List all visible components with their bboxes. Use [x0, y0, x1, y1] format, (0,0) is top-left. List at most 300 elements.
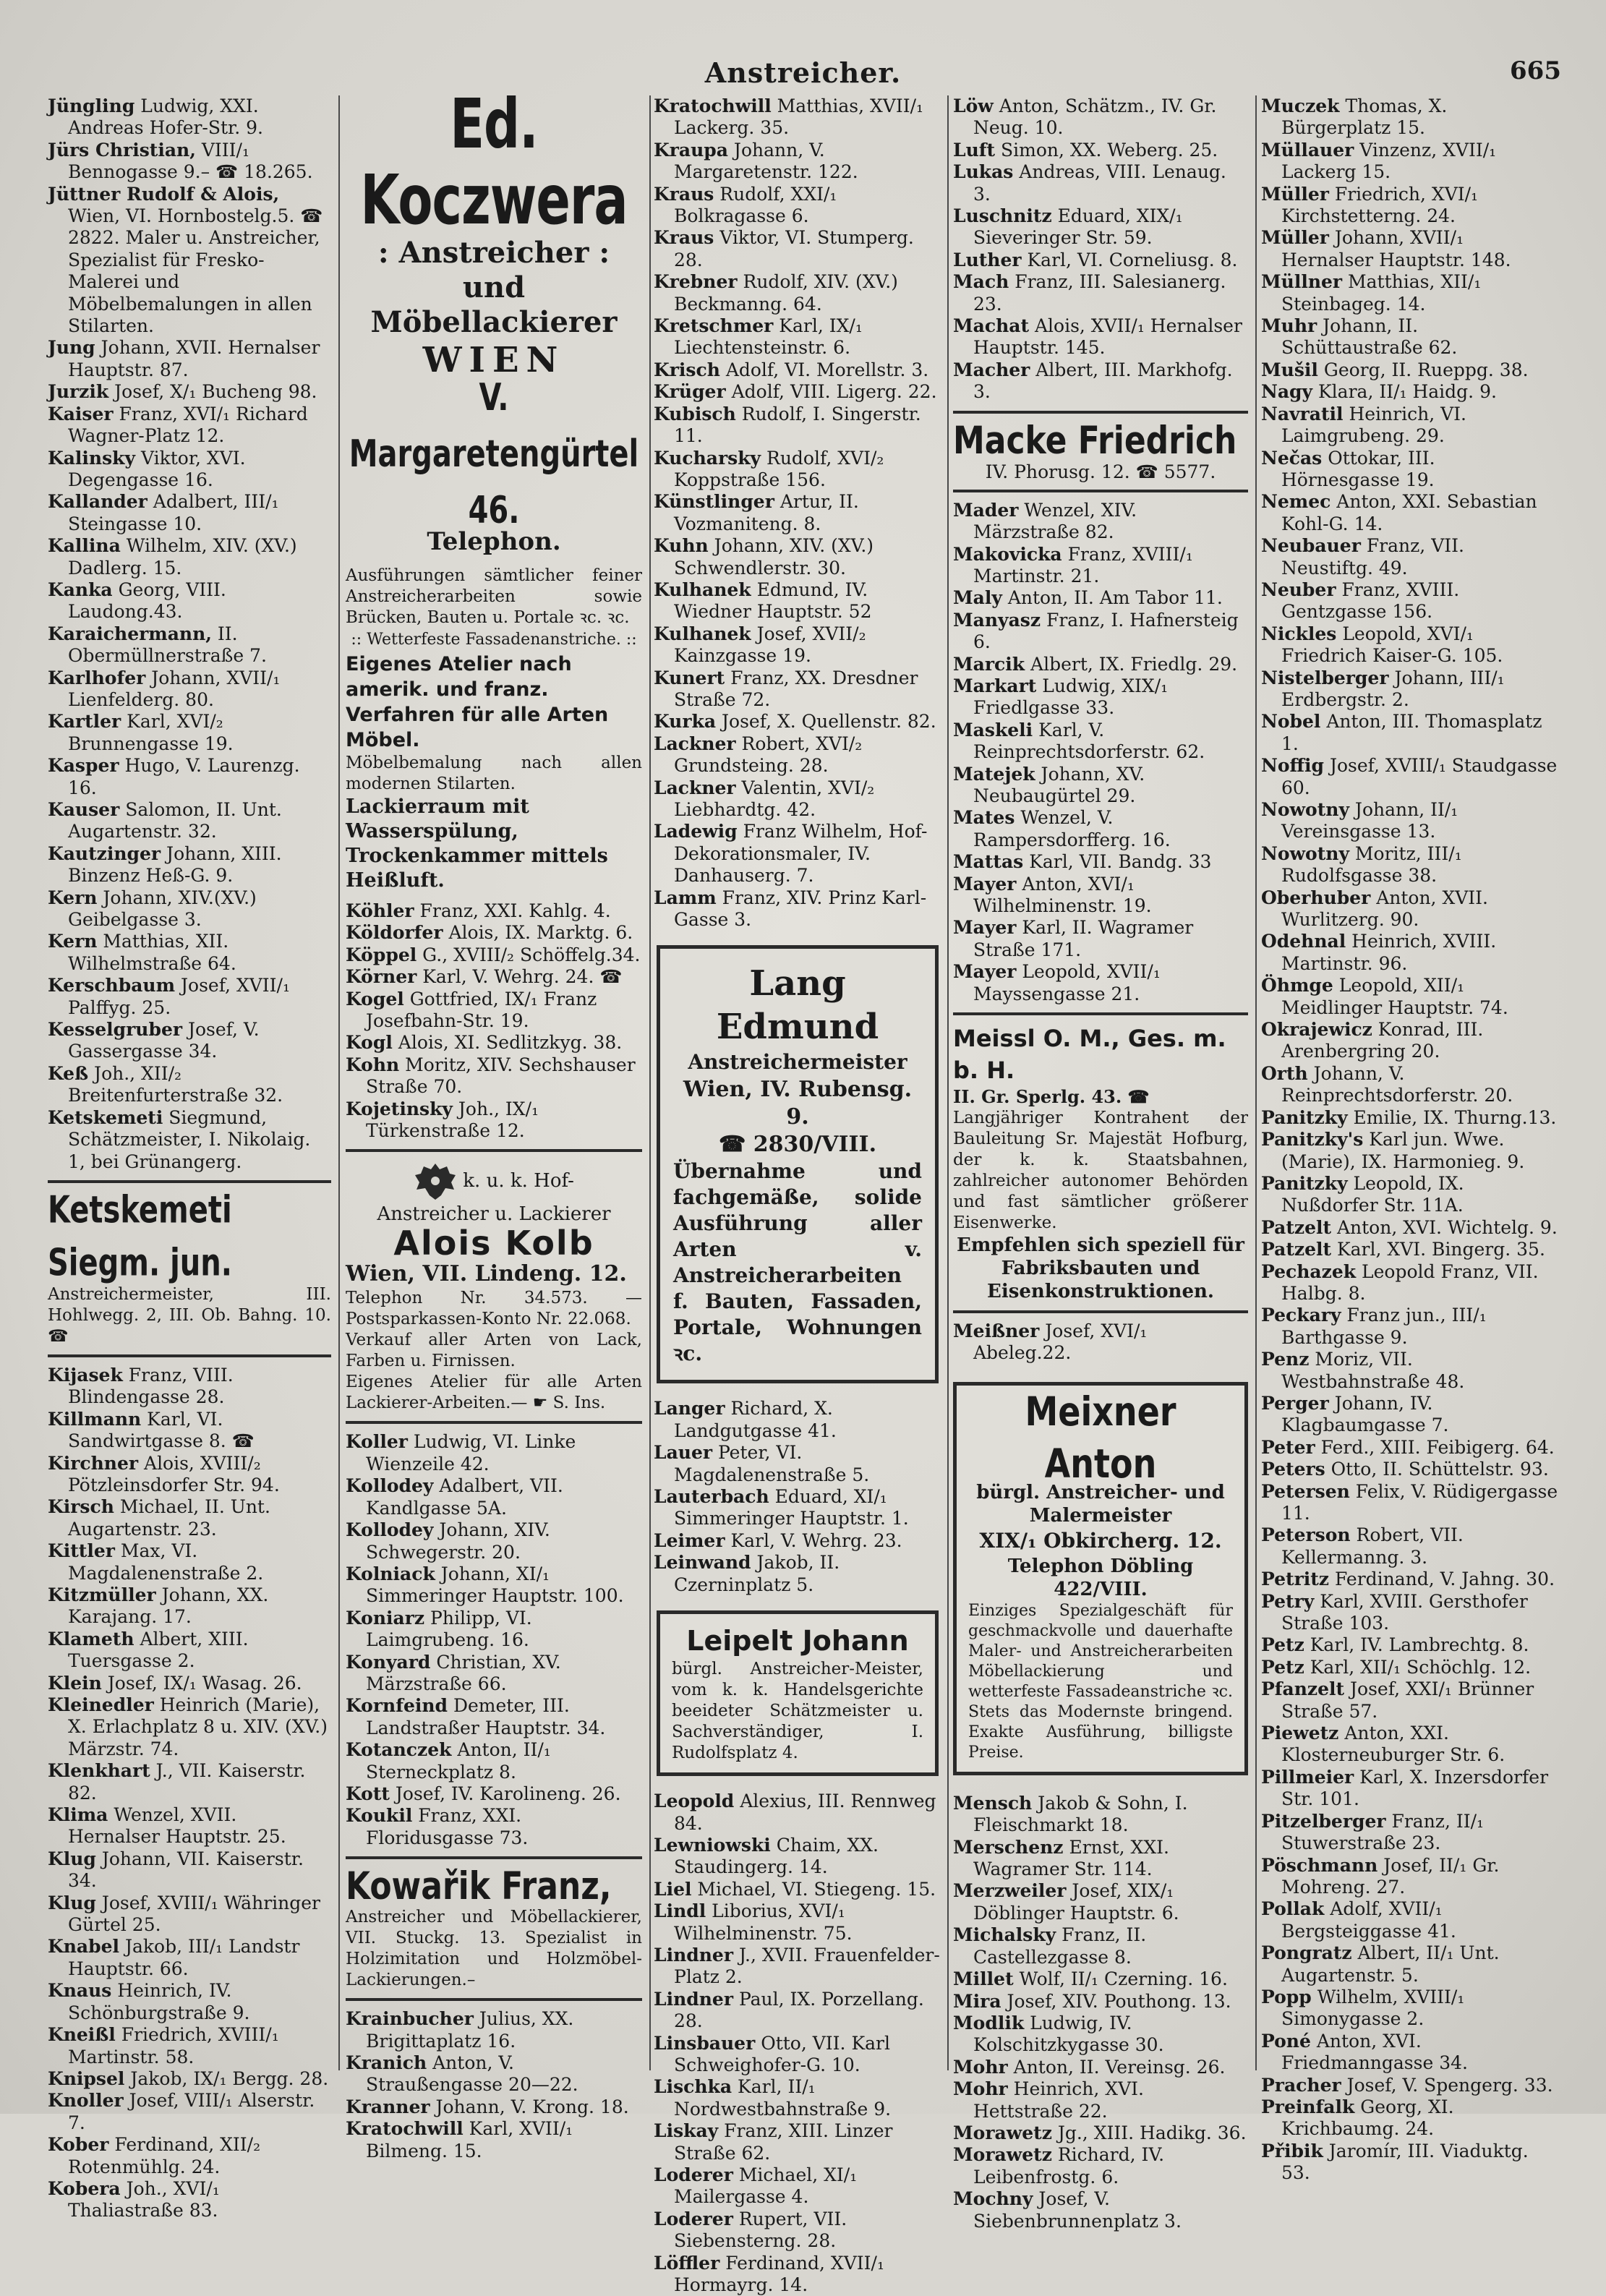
entry-details: Joh., XII/₂ Breitenfurterstraße 32. [68, 1062, 283, 1106]
ad-name: Kowařik Franz, [346, 1864, 612, 1909]
ad-city: WIEN [422, 340, 565, 380]
entry-details: Franz, XIII. Linzer Straße 62. [674, 2120, 893, 2164]
directory-entry [48, 381, 331, 403]
entry-details: Georg, XI. Krichbaumg. 24. [1281, 2096, 1454, 2140]
entry-name: Klug [48, 1892, 96, 1913]
ad-text: bürgl. Anstreicher-Meister, vom k. k. Handelsgerichte beeideter Schätzmeister u. Sachverständiger, I. Rudolfsplatz 4. [672, 1660, 923, 1763]
entry-name: Köhler [346, 900, 414, 921]
entry-name: Kratochwill [346, 2118, 464, 2140]
entry-details: Johann, II/₁ Vereinsgasse 13. [1281, 799, 1458, 842]
entry-name: Pracher [1261, 2074, 1341, 2096]
entry-name: Maskeli [953, 719, 1033, 741]
entry-details: Josef, IV. Karolineng. 26. [389, 1783, 621, 1804]
ad-phone: Telephon Döbling 422/VIII. [1007, 1555, 1194, 1600]
entry-name: Kraupa [654, 139, 728, 161]
entry-details: Gottfried, IX/₁ Franz Josefbahn-Str. 19. [366, 988, 597, 1032]
ad-text: Lackierraum mit Wasserspülung, Trockenkammer mittels Heißluft. [346, 795, 608, 892]
entry-name: Macher [953, 359, 1030, 380]
directory-entry [48, 491, 331, 535]
entry-details: Eduard, XIX/₁ Sieveringer Str. 59. [973, 205, 1183, 249]
ad-text: Einziges Spezialgeschäft für geschmackvolle und dauerhafte Maler- und Anstreicherarbeiten Möbellackierung und wetterfeste Fassadeanstriche ꝛc. Stets das Modernste bringend. Exakte Ausführung, billigste Preise. [968, 1601, 1233, 1762]
directory-entry [953, 917, 1248, 961]
entry-name: Kanka [48, 579, 113, 600]
entry-name: Krebner [654, 271, 738, 293]
column-divider [649, 95, 651, 2070]
directory-entry [953, 874, 1248, 918]
directory-entry [654, 1398, 941, 1442]
entry-details: Klara, II/₁ Haidg. 9. [1312, 381, 1497, 403]
entry-details: Heinrich, XVI. Hettstraße 22. [973, 2078, 1144, 2122]
entry-name: Müller [1261, 183, 1329, 205]
entry-details: Johann, XIV. Schwegerstr. 20. [366, 1519, 550, 1563]
ad-text: Eigenes Atelier für alle Arten Lackierer-Arbeiten.— ☛ S. Ins. [346, 1373, 642, 1413]
ad-phone: ☎ 2830/VIII. [718, 1132, 877, 1158]
entry-details: Wilhelm, XVIII/₁ Simonygasse 2. [1281, 1986, 1465, 2030]
entry-details: Viktor, VI. Stumperg. 28. [674, 227, 914, 270]
entry-name: Panitzky [1261, 1106, 1348, 1128]
directory-entry [1261, 381, 1559, 403]
entry-name: Ketskemeti [48, 1106, 163, 1128]
column-5 [1261, 95, 1559, 2184]
directory-entry [953, 2188, 1248, 2232]
directory-entry [346, 1608, 642, 1652]
entry-name: Kirsch [48, 1496, 114, 1518]
directory-entry [48, 1760, 331, 1804]
entry-name: Leimer [654, 1529, 725, 1551]
ad-addr: II. Gr. Sperlg. 43. ☎ [953, 1086, 1150, 1108]
entry-details: Ferd., XIII. Feibigerg. 64. [1315, 1436, 1555, 1458]
directory-entry [654, 711, 941, 733]
entry-details: Robert, XVI/₂ Grundsteing. 28. [674, 733, 863, 777]
entry-name: Luft [953, 139, 996, 161]
directory-entry [48, 843, 331, 887]
directory-entry [953, 2013, 1248, 2057]
entry-name: Peters [1261, 1459, 1325, 1480]
page-number: 665 [1510, 56, 1561, 85]
entry-name: Kolniack [346, 1563, 435, 1584]
entry-details: Anton, XXI. Klosterneuburger Str. 6. [1281, 1723, 1505, 1766]
entry-name: Lischka [654, 2076, 732, 2098]
entry-details: Leopold, XVII/₁ Mayssengasse 21. [973, 961, 1161, 1004]
directory-entry [48, 1453, 331, 1497]
entry-name: Jung [48, 337, 95, 359]
entry-details: Ferdinand, XVII/₁ Hormayrg. 14. [674, 2252, 884, 2296]
entry-name: Jüngling [48, 95, 135, 116]
directory-entry [953, 1320, 1248, 1365]
directory-entry [654, 2120, 941, 2164]
entry-details: Matthias, XVII/₁ Lackerg. 35. [674, 95, 924, 139]
ad-addr: XIX/₁ Obkircherg. 12. [979, 1528, 1222, 1553]
ad-macke [953, 411, 1248, 492]
entry-details: Michael, XI/₁ Mailergasse 4. [674, 2164, 858, 2208]
entry-name: Klug [48, 1848, 96, 1869]
entry-details: Albert, XIII. Tuersgasse 2. [68, 1628, 249, 1672]
entry-details: Franz, II. Castellezgasse 8. [973, 1924, 1147, 1968]
directory-entry [654, 359, 941, 381]
ad-name: Macke Friedrich [953, 418, 1237, 463]
directory-entry [1261, 1657, 1559, 1678]
entry-name: Kogl [346, 1032, 393, 1054]
entry-name: Mayer [953, 917, 1017, 939]
directory-entry [48, 887, 331, 931]
ad-leipelt [657, 1610, 939, 1776]
entry-details: Rupert, VII. Siebensterng. 28. [674, 2208, 847, 2252]
entry-name: Makovicka [953, 543, 1062, 565]
entry-details: Heinrich, IV. Schönburgstraße 9. [68, 1980, 250, 2023]
directory-entry [1261, 2141, 1559, 2185]
entry-details: Anton, Schätzm., IV. Gr. Neug. 10. [973, 95, 1217, 139]
entry-details: Josef, XVIII/₁ Staudgasse 60. [1281, 755, 1558, 798]
entry-name: Kunert [654, 667, 725, 688]
directory-entry [48, 755, 331, 799]
entry-name: Knoller [48, 2090, 124, 2112]
running-head: Anstreicher. [704, 56, 902, 89]
entry-name: Markart [953, 675, 1037, 696]
entry-name: Kotanczek [346, 1739, 452, 1761]
directory-entry [1261, 975, 1559, 1019]
entry-name: Pongratz [1261, 1942, 1352, 1964]
directory-entry [1261, 2031, 1559, 2075]
directory-entry [654, 315, 941, 359]
entry-details: Franz Wilhelm, Hof-Dekorationsmaler, IV. Danhauserg. 7. [674, 821, 928, 887]
entry-name: Jüttner Rudolf & Alois, [48, 183, 280, 205]
entry-details: Anton, III. Thomasplatz 1. [1281, 711, 1542, 754]
directory-entry [48, 1892, 331, 1937]
directory-entry [346, 1739, 642, 1783]
entry-details: Albert, IX. Friedlg. 29. [1025, 653, 1238, 675]
entry-name: Klein [48, 1672, 102, 1694]
entry-details: Adolf, VIII. Ligerg. 22. [725, 381, 937, 403]
directory-entry [953, 2057, 1248, 2078]
ad-text: Anstreicher und Möbellackierer, VII. Stuckg. 13. Spezialist in Holzimitation und Holzmöbel-Lackierungen.– [346, 1908, 642, 1990]
entry-name: Popp [1261, 1986, 1312, 2007]
directory-entry [654, 271, 941, 315]
directory-entry [48, 1694, 331, 1760]
entry-details: Karl, X. Inzersdorfer Str. 101. [1281, 1766, 1549, 1810]
entry-name: Peterson [1261, 1524, 1351, 1546]
entry-name: Kern [48, 931, 98, 952]
entry-name: Kollodey [346, 1475, 434, 1497]
entry-details: Franz, XVIII. Gentzgasse 156. [1281, 579, 1460, 623]
directory-entry [1261, 1129, 1559, 1173]
entry-details: Jakob, IX/₁ Bergg. 28. [124, 2067, 329, 2089]
entry-name: Klameth [48, 1628, 134, 1650]
rule [346, 1149, 642, 1152]
ad-sub: Anstreicher u. Lackierer [377, 1203, 611, 1226]
directory-entry [953, 249, 1248, 271]
entry-details: Josef, VIII/₁ Alserstr. 7. [68, 2090, 315, 2133]
directory-entry [1261, 2075, 1559, 2096]
entry-details: Karl, XVIII. Gersthofer Straße 103. [1281, 1590, 1528, 1634]
entry-name: Nowotny [1261, 842, 1349, 864]
entry-name: Kretschmer [654, 315, 774, 337]
directory-entry [1261, 315, 1559, 359]
entry-name: Manyasz [953, 609, 1041, 631]
entry-details: Johann, XVII. Hernalser Hauptstr. 87. [68, 337, 320, 380]
directory-entry [1261, 271, 1559, 315]
directory-entry [1261, 1634, 1559, 1656]
entry-details: Chaim, XX. Staudingerg. 14. [674, 1834, 879, 1878]
entry-details: Johann, V. Margaretenstr. 122. [674, 139, 858, 183]
directory-entry [953, 95, 1248, 140]
entry-details: Ludwig, XXI. Andreas Hofer-Str. 9. [68, 95, 264, 139]
entry-details: Michael, II. Unt. Augartenstr. 23. [68, 1496, 270, 1540]
directory-entry [48, 1496, 331, 1540]
directory-entry [1261, 1569, 1559, 1590]
entry-list [1261, 95, 1559, 2185]
entry-name: Lauer [654, 1442, 713, 1464]
entry-name: Kurka [654, 711, 717, 733]
entry-name: Lauterbach [654, 1486, 769, 1508]
entry-details: Wien, VI. Hornbostelg.5. ☎ 2822. Maler u. Anstreicher, Spezialist für Fresko-Malerei und Möbelbemalungen in allen Stilarten. [68, 205, 323, 337]
entry-details: Johann, V. Krong. 18. [430, 2096, 629, 2117]
entry-name: Konyard [346, 1651, 431, 1673]
entry-name: Petersen [1261, 1480, 1350, 1502]
double-eagle-crest-icon [414, 1161, 457, 1203]
entry-details: Johann, IV. Klagbaumgasse 7. [1281, 1392, 1449, 1436]
entry-name: Mader [953, 499, 1019, 521]
entry-name: Peter [1261, 1436, 1315, 1458]
ad-sub: bürgl. Anstreicher- und Malermeister [976, 1481, 1225, 1527]
entry-details: Karl, VI. Corneliusg. 8. [1021, 249, 1238, 270]
entry-name: Penz [1261, 1349, 1310, 1370]
entry-name: Leinwand [654, 1552, 751, 1574]
entry-details: Karl, VII. Bandg. 33 [1023, 851, 1212, 873]
entry-list [654, 1398, 941, 1596]
entry-name: Nistelberger [1261, 667, 1389, 688]
entry-name: Millet [953, 1968, 1014, 1990]
directory-entry [48, 623, 331, 667]
entry-name: Luschnitz [953, 205, 1052, 227]
rule [48, 1354, 331, 1357]
entry-details: Josef, V. Siebenbrunnenplatz 3. [973, 2188, 1182, 2232]
entry-details: Josef, X. Quellenstr. 82. [716, 711, 936, 733]
directory-entry [346, 1805, 642, 1849]
entry-details: Johann, XX. Karajang. 17. [68, 1584, 269, 1628]
directory-entry [654, 227, 941, 271]
entry-details: Johann, III/₁ Erdbergstr. 2. [1281, 667, 1505, 710]
directory-entry [1261, 579, 1559, 623]
entry-details: Ottokar, III. Hörnesgasse 19. [1281, 447, 1435, 490]
directory-entry [48, 579, 331, 623]
directory-entry [346, 1054, 642, 1098]
entry-details: J., XVII. Frauenfelder-Platz 2. [674, 1944, 940, 1988]
directory-entry [953, 2144, 1248, 2188]
directory-entry [953, 610, 1248, 654]
ad-name: Ed. Koczwera [360, 84, 628, 240]
entry-details: Rudolf, XIV. (XV.) Beckmanng. 64. [674, 271, 898, 315]
entry-details: Karl, XVI. Bingerg. 35. [1331, 1239, 1545, 1260]
entry-name: Pöschmann [1261, 1854, 1378, 1876]
entry-name: Přibik [1261, 2140, 1323, 2161]
directory-entry [654, 821, 941, 887]
entry-details: Franz, XXI. Kahlg. 4. [414, 900, 611, 921]
directory-entry [48, 975, 331, 1019]
rule [953, 411, 1248, 414]
directory-entry [953, 161, 1248, 205]
entry-details: Alexius, III. Rennweg 84. [674, 1791, 936, 1834]
directory-entry [1261, 1239, 1559, 1260]
ad-text: IV. Phorusg. 12. ☎ 5577. [985, 461, 1216, 482]
entry-name: Kern [48, 887, 98, 908]
column-divider [947, 95, 949, 2070]
directory-entry [1261, 140, 1559, 184]
entry-name: Piewetz [1261, 1723, 1339, 1744]
directory-entry [1261, 1107, 1559, 1129]
directory-entry [48, 2178, 331, 2222]
entry-details: Michael, VI. Stiegeng. 15. [691, 1878, 936, 1900]
entry-name: Peckary [1261, 1305, 1341, 1326]
entry-name: Löw [953, 95, 994, 116]
entry-name: Petritz [1261, 1569, 1329, 1590]
ad-name: Meixner Anton [1025, 1388, 1176, 1488]
entry-list [48, 95, 331, 1173]
entry-name: Lindl [654, 1900, 706, 1922]
ad-name: Alois Kolb [393, 1224, 594, 1263]
entry-details: Rudolf, XVI/₂ Koppstraße 156. [674, 447, 884, 490]
entry-details: Wolf, II/₁ Czerning. 16. [1013, 1968, 1228, 1990]
entry-details: Karl, IX/₁ Liechtensteinstr. 6. [674, 315, 863, 359]
entry-name: Mattas [953, 851, 1024, 873]
entry-name: Neubauer [1261, 535, 1361, 557]
directory-entry [654, 1835, 941, 1879]
entry-name: Kucharsky [654, 447, 761, 469]
entry-details: Adolf, VI. Morellstr. 3. [719, 359, 929, 380]
directory-entry [48, 2068, 331, 2090]
entry-name: Liel [654, 1878, 692, 1900]
directory-entry [1261, 359, 1559, 381]
directory-entry [654, 1486, 941, 1530]
directory-entry [346, 944, 642, 966]
entry-name: Nickles [1261, 623, 1337, 644]
entry-details: Albert, III. Markhofg. 3. [973, 359, 1233, 403]
directory-entry [654, 623, 941, 667]
entry-name: Perger [1261, 1392, 1329, 1414]
directory-entry [654, 2033, 941, 2077]
entry-details: Franz, II/₁ Stuwerstraße 23. [1281, 1810, 1485, 1854]
entry-name: Petry [1261, 1590, 1315, 1612]
entry-name: Kerschbaum [48, 975, 176, 997]
directory-entry [654, 381, 941, 403]
directory-entry [1261, 448, 1559, 492]
entry-details: Franz, III. Salesianerg. 23. [973, 271, 1226, 315]
entry-name: Neuber [1261, 579, 1336, 600]
directory-entry [1261, 887, 1559, 931]
entry-details: Joh., IX/₁ Türkenstraße 12. [366, 1098, 539, 1142]
entry-details: Josef, II/₁ Gr. Mohreng. 27. [1281, 1854, 1500, 1898]
entry-details: Johann, XVII/₁ Lienfelderg. 80. [68, 667, 281, 710]
entry-name: Kuhn [654, 535, 709, 557]
entry-details: Johann, XVII/₁ Hernalser Hauptstr. 148. [1281, 227, 1511, 270]
entry-name: Mayer [953, 873, 1017, 895]
entry-details: Richard, X. Landgutgasse 41. [674, 1398, 837, 1441]
entry-details: Rudolf, XXI/₁ Bolkragasse 6. [674, 183, 837, 227]
directory-entry [346, 989, 642, 1033]
ad-line: und Möbellackierer [370, 270, 618, 339]
entry-name: Muczek [1261, 95, 1340, 116]
directory-entry [1261, 1437, 1559, 1459]
entry-details: Johann, VII. Kaiserstr. 34. [68, 1848, 304, 1892]
entry-name: Kalinsky [48, 447, 136, 469]
entry-details: Karl, V. Reinprechtsdorferstr. 62. [973, 719, 1205, 763]
entry-details: Anton, II. Vereinsg. 26. [1007, 2056, 1226, 2078]
directory-entry [48, 535, 331, 579]
entry-name: Panitzky [1261, 1172, 1348, 1194]
ad-text: Ausführungen sämtlicher feiner Anstreicherarbeiten sowie Brücken, Bauten u. Portale ꝛc. ꝛc. [346, 566, 642, 627]
directory-entry [654, 1552, 941, 1596]
directory-entry [654, 777, 941, 821]
entry-details: Johann, XIV. (XV.) Schwendlerstr. 30. [674, 535, 874, 579]
entry-name: Krüger [654, 381, 726, 403]
directory-entry [953, 271, 1248, 315]
entry-name: Nowotny [1261, 799, 1349, 820]
entry-details: Matthias, XII. Wilhelmstraße 64. [68, 931, 236, 974]
entry-name: Linsbauer [654, 2032, 756, 2054]
entry-name: Lewniowski [654, 1834, 771, 1856]
entry-details: Simon, XX. Weberg. 25. [995, 139, 1218, 161]
directory-entry [48, 1673, 331, 1694]
entry-name: Kulhanek [654, 579, 751, 600]
directory-entry [48, 337, 331, 381]
entry-name: Ladewig [654, 821, 738, 842]
entry-details: Joh., XVI/₁ Thaliastraße 83. [68, 2177, 220, 2222]
entry-details: Liborius, XVI/₁ Wilhelminenstr. 75. [674, 1900, 853, 1944]
entry-details: Rudolf, I. Singerstr. 11. [674, 403, 921, 447]
column-4 [953, 95, 1248, 2232]
entry-details: Karl, II/₁ Nordwestbahnstraße 9. [674, 2076, 892, 2120]
entry-name: Körner [346, 966, 417, 988]
directory-entry [953, 587, 1248, 609]
directory-entry [1261, 1591, 1559, 1635]
entry-details: Salomon, II. Unt. Augartenstr. 32. [68, 799, 282, 842]
ad-text: Möbelbemalung nach allen modernen Stilarten. [346, 754, 642, 793]
entry-details: Wilhelm, XIV. (XV.) Dadlerg. 15. [68, 535, 297, 579]
entry-details: Moritz, III/₁ Rudolfsgasse 38. [1281, 842, 1462, 887]
ad-text: Eigenes Atelier nach amerik. und franz. Verfahren für alle Arten Möbel. [346, 653, 609, 751]
column-divider [338, 95, 340, 2070]
entry-details: Jg., XIII. Hadikg. 36. [1051, 2122, 1247, 2143]
entry-details: Josef, V. Spengerg. 33. [1341, 2074, 1553, 2096]
directory-entry [48, 2090, 331, 2134]
directory-entry [1261, 667, 1559, 712]
entry-name: Panitzky's [1261, 1129, 1364, 1151]
entry-details: Robert, VII. Kellermanng. 3. [1281, 1524, 1464, 1568]
entry-name: Kautzinger [48, 842, 161, 864]
entry-name: Löffler [654, 2252, 720, 2274]
entry-details: Franz, XVIII/₁ Martinstr. 21. [973, 543, 1193, 586]
entry-name: Mates [953, 807, 1015, 829]
directory-entry [1261, 227, 1559, 271]
directory-entry [346, 1032, 642, 1054]
entry-details: Leopold, XII/₁ Meidlinger Hauptstr. 74. [1281, 975, 1508, 1018]
directory-entry [953, 359, 1248, 404]
directory-entry [1261, 755, 1559, 799]
entry-details: Alois, IX. Marktg. 6. [443, 922, 633, 944]
entry-details: Christian, XV. Märzstraße 66. [366, 1651, 561, 1694]
entry-details: Otto, VII. Karl Schweighofer-G. 10. [674, 2032, 890, 2075]
directory-entry [654, 1900, 941, 1945]
entry-name: Kraus [654, 183, 714, 205]
entry-name: Kneißl [48, 2024, 116, 2046]
entry-name: Kobera [48, 2177, 121, 2199]
ad-meissl [953, 1012, 1248, 1313]
column-1 [48, 95, 331, 2222]
rule [346, 1421, 642, 1424]
entry-name: Müllauer [1261, 139, 1354, 161]
directory-entry [654, 1879, 941, 1900]
directory-entry [654, 535, 941, 579]
rule [953, 1310, 1248, 1313]
